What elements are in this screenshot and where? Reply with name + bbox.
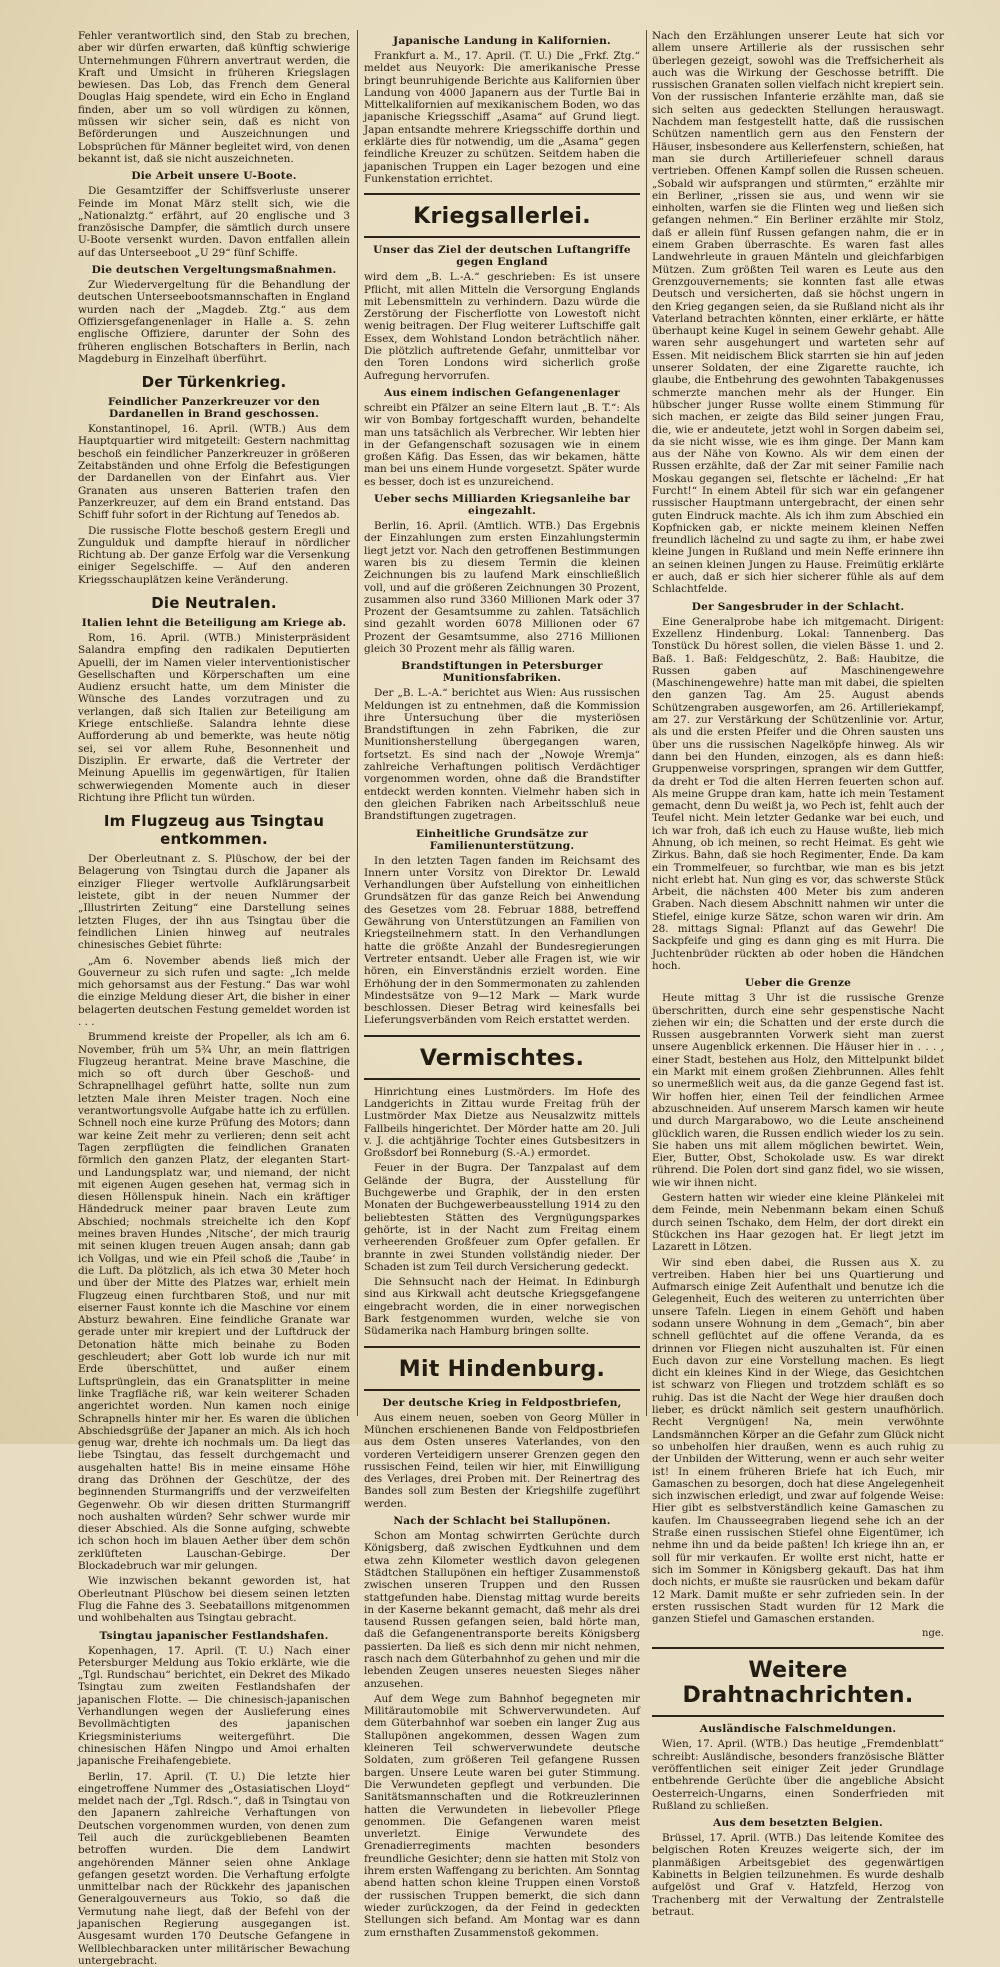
- article-paragraph: schreibt ein Pfälzer an seine Eltern laut „B. T.“: Als wir von Bombay fortgeschafft wurden, behandelte man uns tatsächlich als Verbrecher. Wir lebten hier in der Gefangenschaft sozusagen wie in einem großen Käfig. Das Essen, das wir bekamen, hätte man bei uns einem Hunde vorgesetzt. Später wurde es besser, doch ist es unzureichend.: [364, 401, 640, 488]
- article-subheading: Nach der Schlacht bei Stallupönen.: [393, 1515, 611, 1528]
- article-paragraph: In den letzten Tagen fanden im Reichsamt des Innern unter Vorsitz von Direktor Dr. Lewald Verhandlungen über Aufstellung von einheitlichen Grundsätzen für das ganze Reich bei Anwendung des Gesetzes vom 28. Februar 1888, betreffend Gewährung von Unterstützungen an Familien von Kriegsteilnehmern statt. In den Verhandlungen hatte die größte Anzahl der Bundesregierungen Vertreter entsandt. Ueber alle Fragen ist, wie wir hören, ein Einverständnis erzielt worden. Eine Erhöhung der in den Sommermonaten zu zahlenden Mindestsätze von 9—12 Mark — Mark wurde beschlossen. Dieser Betrag wird keinesfalls bei Lieferungsverbänden vom Reich erstattet werden.: [364, 854, 640, 1027]
- article-subheading: Aus einem indischen Gefangenenlager: [384, 386, 620, 399]
- article-paragraph: Die Sehnsucht nach der Heimat. In Edinburgh sind aus Kirkwall acht deutsche Kriegsgefangene eingebracht worden, die in einer norwegischen Bark festgenommen wurden, welche sie von Südamerika nach Hamburg bringen sollte.: [364, 1276, 640, 1338]
- article-paragraph: Heute mittag 3 Uhr ist die russische Grenze überschritten, durch eine sehr gespenstische Nacht ziehen wir ein; die Schatten und der erste durch die Russen ausgebrannten Vorwerk sieht man zuerst unsere Augenblick erkennen. Die Häuser hier in . . . , einer Stadt, bestehen aus Holz, den Mittelpunkt bildet ein Markt mit einem großen Ziehbrunnen. Alles fehlt so unermeßlich weit aus, da die ganze Gegend fast ist. Wir hoffen hier, einen Teil der feindlichen Armee abzuschneiden. Auf unserem Marsch kamen wir heute und durch Margarabowo, wo die Leute anscheinend glücklich waren, die Russen endlich wieder los zu sein. Sie haben uns mit allem möglichen bewirtet. Wein, Eier, Butter, Obst, Schokolade usw. Es war direkt rührend. Die Polen dort sind ganz fidel, wo sie wissen, wie wir ihnen nicht.: [652, 992, 944, 1189]
- section-heading-kriegsallerlei: Kriegsallerlei.: [413, 204, 591, 230]
- article-paragraph: Wie inzwischen bekannt geworden ist, hat Oberleutnant Plüschow bei diesem seinen letzten Flug die Fahne des 3. Seebataillons mitgenommen und wohlbehalten aus Tsingtau gebracht.: [78, 1575, 350, 1625]
- article-subheading: Die Arbeit unsere U-Boote.: [131, 170, 297, 183]
- article-subheading: Feindlicher Panzerkreuzer vor den Dardanellen in Brand geschossen.: [108, 396, 320, 421]
- article-subheading: Die deutschen Vergeltungsmaßnahmen.: [91, 264, 337, 277]
- article-subheading: Unser das Ziel der deutschen Luftangriffe gegen England: [373, 244, 631, 269]
- article-paragraph: Der Oberleutnant z. S. Plüschow, der bei der Belagerung von Tsingtau durch die Japaner als einziger Flieger wertvolle Aufklärungsarbeit leistete, gibt in der neuen Nummer der „Illustrirten Zeitung“ eine Darstellung seines letzten Fluges, der ihn aus Tsingtau über die feindlichen Linien hinweg auf neutrales chinesisches Gebiet führte:: [78, 853, 350, 952]
- column-left: [78, 30, 350, 1967]
- section-heading-box: [652, 1647, 944, 1717]
- article-paragraph: Konstantinopel, 16. April. (WTB.) Aus dem Hauptquartier wird mitgeteilt: Gestern nachmittag beschoß ein feindlicher Panzerkreuzer in größeren Zeitabständen und ohne Erfolg die Befestigungen der Dardanellen von der Einfahrt aus. Vier Granaten aus unseren Batterien trafen den Panzerkreuzer, auf dem ein Brand entstand. Das Schiff fuhr sofort in der Richtung auf Tenedos ab.: [78, 423, 350, 522]
- column-middle: [364, 30, 640, 1939]
- article-subheading: Ueber die Grenze: [744, 977, 852, 990]
- article-paragraph: Gestern hatten wir wieder eine kleine Plänkelei mit dem Feinde, mein Nebenmann bekam einen Schuß durch seinen Tschako, dem Helm, der dort direkt ein Stückchen ins Haar gezogen hat. Er liegt jetzt im Lazarett in Lötzen.: [652, 1192, 944, 1254]
- article-subheading: Der Sangesbruder in der Schlacht.: [691, 600, 905, 613]
- article-subheading: Ausländische Falschmeldungen.: [699, 1723, 897, 1736]
- article-paragraph: Die russische Flotte beschoß gestern Eregli und Zungulduk und dampfte hierauf in nördlicher Richtung ab. Der ganze Erfolg war die Versenkung einiger Segelschiffe. — Auf den anderen Kriegsschauplätzen keine Veränderung.: [78, 524, 350, 586]
- article-subheading: Ueber sechs Milliarden Kriegsanleihe bar eingezahlt.: [374, 493, 630, 518]
- article-subheading: Der deutsche Krieg in Feldpostbriefen,: [382, 1396, 622, 1409]
- article-paragraph: Auf dem Wege zum Bahnhof begegneten mir Militärautomobile mit Schwerverwundeten. Auf dem Güterbahnhof war soeben ein langer Zug aus Stallupönen angekommen, dessen Wagen zum kleineren Teil schwerverwundete deutsche Soldaten, zum größeren Teil gefangene Russen bargen. Unsere Leute waren bei guter Stimmung. Die Verwundeten gepflegt und verbunden. Die Sanitätsmannschaften und die Rotkreuzlerinnen hatten die Verwundeten in liebevoller Pflege genommen. Die Gefangenen waren meist unverletzt. Einige Verwundete des Grenadierregiments machten besonders freundliche Gesichter; denn sie hatten mit Stolz von ihrem ersten Waffengang zu berichten. Am Sonntag abend hatten schon kleine Truppen einen Vorstoß der russischen Truppen bemerkt, die sich dann wieder zurückzogen, da der Feind in gedeckten Stellungen sich befand. Am Montag war es dann zum ernsthaften Zusammenstoß gekommen.: [364, 1692, 640, 1939]
- article-paragraph: „Am 6. November abends ließ mich der Gouverneur zu sich rufen und sagte: „Ich melde mich gehorsamst aus der Festung.“ Das war wohl die einzige Meldung dieser Art, die bisher in einer belagerten deutschen Festung gemeldet worden ist . . .: [78, 954, 350, 1028]
- article-paragraph: Eine Generalprobe habe ich mitgemacht. Dirigent: Exzellenz Hindenburg. Lokal: Tannenberg. Das Tonstück Du hörest sollen, die vielen Bässe 1. und 2. Baß. 1. Baß: Feldgeschütz, 2. Baß: Haubitze, die Russen gaben auf Maschinengewehre (Maschinengewehre) hatte man mit dabei, die spielten den ganzen Tag. Am 25. August abends Schützengraben ausgeworfen, am 26. Artilleriekampf, am 27. zur Verstärkung der Schützenlinie vor. Artur, als und die ersten Pfeifer und die Ohren sausten uns über uns die russischen Nagelköpfe hinweg. Als wir dann bei den Hunden, einzogen, als es dann hieß: Gruppenweise vorspringen, sprangen wir dem Guttfer, da dreht er Tod die alten Herren feuerten schon auf. Als meine Gruppe dran kam, hatte ich mein Testament gemacht, denn Du weißt ja, wo Pech ist, fehlt auch der Teufel nicht. Mein letzter Gedanke war bei euch, und ich war froh, daß ich euch zu Hause wußte, lieb mich Ahnung, ob ich meinen, so recht Heimat. Es geht wie Zirkus. Bahn, daß sie hoch Regimenter, Ende. Da kam ein Trommelfeuer, so furchtbar, wie man es bis jetzt nicht erlebt hat. Nun ging es vor, das schwerste Stück Arbeit, die nächsten 400 Meter bis zum anderen Graben. Nach diesem Abschnitt nahmen wir unter die Stiefel, einige kurze Sätze, schon waren wir drin. Am 28. mittags Signal: Pflanzt auf das Gewehr! Die Sackpfeife und ging es dann ging es mit Hurra. Die Juchtenbrüder rückten ab oder hoben die Händchen hoch.: [652, 615, 944, 972]
- article-paragraph: Die Gesamtziffer der Schiffsverluste unserer Feinde im Monat März stellt sich, wie die „Nationalztg.“ erfährt, auf 20 englische und 3 französische Dampfer, die sämtlich durch unsere U-Boote versenkt wurden. Davon entfallen allein auf das Unterseeboot „U 29“ fünf Schiffe.: [78, 185, 350, 259]
- section-heading-hindenburg: Mit Hindenburg.: [398, 1356, 606, 1382]
- article-paragraph: Brummend kreiste der Propeller, als ich am 6. November, früh um 5¾ Uhr, an mein flattrigen Flugzeug herantrat. Meine brave Maschine, die mich so oft durch über Geschoß- und Schrapnellhagel geführt hatte, sollte nun zum letzten Male ihren Meister tragen. Noch eine verantwortungsvolle Aufgabe hatte ich zu erfüllen. Schnell noch eine kurze Prüfung des Motors; dann war keine Zeit mehr zu verlieren; denn seit acht Tagen zerpflügten die feindlichen Granaten förmlich den ganzen Platz, der eleganten Start- und Landungsplatz war, und niemand, der nicht mit eigenen Augen gesehen hat, vermag sich in diesen Höllenspuk hinein. Nach ein kräftiger Händedruck meiner paar braven Leute zum Abschied; nochmals streichelte ich den Kopf meines braven Hundes ‚Nitsche‘, der mich traurig mit seinen klugen treuen Augen ansah; dann gab ich Vollgas, und wie ein Pfeil schoß die ‚Taube‘ in die Luft. Da plötzlich, als ich etwa 30 Meter hoch und über der Mitte des Platzes war, erhielt mein Flugzeug einen furchtbaren Stoß, und nur mit eiserner Faust konnte ich die Maschine vor einem Absturz bewahren. Eine feindliche Granate war gerade unter mir krepiert und der Luftdruck der Detonation hätte mich beinahe zu Boden geschleudert; aber Gott lob wurde ich nur mit Erde überschüttet, und außer einem Luftsprünglein, das ein Granatsplitter in meine linke Tragfläche riß, war kein weiterer Schaden angerichtet worden. Nun kamen noch einige Schrapnells hinter mir her. Es waren die üblichen Abschiedsgrüße der Japaner an mich. Als ich hoch genug war, drehte ich nochmals um. Da liegt das liebe Tsingtau, das fesselt durchgemacht und ausgehalten hatte! Bis in meine einsame Höhe drang das Dröhnen der Geschütze, der des beginnenden Sturmangriffs und der verzweifelten Gegenwehr. Ob wir diesen dritten Sturmangriff noch aushalten würden? Sehr schwer wurde mir dieser Abschied. Als die Sonne aufging, schwebte ich schon hoch im blauen Aether über dem schön zerklüfteten Lauschan-Gebirge. Der Blockadebruch war mir gelungen.: [78, 1031, 350, 1573]
- section-heading-box: [364, 1346, 640, 1391]
- section-heading-flugzeug: Im Flugzeug aus Tsingtau entkommen.: [103, 812, 325, 849]
- article-paragraph: Nach den Erzählungen unserer Leute hat sich vor allem unsere Artillerie als der russischen sehr überlegen gezeigt, sowohl was die Treffsicherheit als auch was die Wirkung der Geschosse betrifft. Die russischen Granaten sollen vielfach nicht krepiert sein. Von der russischen Infanterie erzählte man, daß sie sich selten aus gedeckten Stellungen herauswagt. Nachdem man festgestellt hatte, daß die russischen Schützen namentlich gern aus den Fenstern der Häuser, insbesondere aus Kellerfenstern, schießen, hat man sie durch Artilleriefeuer schnell daraus vertrieben. Offenen Kampf sollen die Russen scheuen. „Sobald wir aufsprangen und stürmten,“ erzählte mir ein Berliner, „rissen sie aus, und wenn wir sie einholten, warfen sie die Flinten weg und ließen sich gefangen nehmen.“ Ein Berliner erzählte mir Stolz, daß er allein fünf Russen gefangen nahm, die er in einem Graben überraschte. Es waren fast alles Landwehrleute in grauen Mänteln und gleichfarbigen Mützen. Zum größten Teil waren es Leute aus den Grenzgouvernements; sie konnten fast alle etwas Deutsch und versicherten, daß sie höchst ungern in den Krieg gegangen seien, da sie Rußland nicht als ihr Vaterland betrachten könnten, einer erklärte, er hätte überhaupt keine Kugel in seinem Gewehr gehabt. Alle waren sehr ausgehungert und warteten sehr auf Essen. Mit neidischem Blick starrten sie hin auf jeden unserer Soldaten, der eine Zigarette rauchte, ich glaube, die Entbehrung des gewohnten Tabakgenusses schmerzte manchen mehr als der Hunger. Ein hübscher junger Russe wollte einem Stimmung für sich machen, er zeigte das Bild seiner jungen Frau, die, wie er andeutete, jetzt wohl in Sorgen dabeim sei, da sie nicht wisse, wie es ihm ginge. Der Mann kam aus der Nähe von Kowno. Als wir dem einen der Russen erzählte, daß der Zar mit seiner Familie nach Moskau gegangen sei, fletschte er lächelnd: „Er hat Furcht!“ In einem Abteil für sich war ein gefangener russischer Hauptmann untergebracht, der einen sehr guten Eindruck machte. Als ich ihm zum Abschied ein Kopfnicken gab, er nickte meinem kleinen Neffen freundlich lächelnd zu und sagte zu ihm, er habe zwei kleine Jungen in Rußland und mein Neffe erinnere ihn an seinen kleinen Jungen zu Hause. Freimütig erklärte er auch, daß er sich hier sicherer fühle als auf dem Schlachtfelde.: [652, 30, 944, 596]
- section-heading-neutralen: Die Neutralen.: [151, 593, 277, 612]
- article-subheading: Einheitliche Grundsätze zur Familienunterstützung.: [415, 827, 589, 852]
- article-paragraph: Wir sind eben dabei, die Russen aus X. zu vertreiben. Haben hier bei uns Quartierung und Aufmarsch einige Zeit Aufenthalt und benutze ich die Gelegenheit, Euch des weiteren zu unterrichten über unsere Tafeln. Liegen in einem Gehöft und haben sodann unsere Wohnung in dem „Gemach“, bin aber schnell geflüchtet auf die offene Veranda, da es drinnen vor Fliegen nicht auszuhalten ist. Für einen Euch davon zur eine Vorstellung machen. Es liegt dicht ein kleines Kind in der Wiege, das Gesichtchen ist schwarz von Fliegen und trotzdem schläft es so ruhig. Das ist die Nacht der Wege hier draußen doch lieber, es drückt nämlich seit gestern unaufhörlich. Recht Vergnügen! Na, mein verwöhnte Landsmännchen Körper an die Gefahr zum Glück nicht so unbeholfen hier draußen, wenn es auch ruhig zu der Unbilden der Witterung, wenn er auch sehr weiter ist! In einem früheren Briefe hat ich Euch, mir Gamaschen zu besorgen, doch hat diese Angelegenheit sich inzwischen erledigt, und zwar auf folgende Weise: Hier gibt es selbstverständlich keine Gamaschen zu kaufen. Im Chausseegraben liegend sehe ich an der Straße einen russischen Stiefel ohne Eigentümer, ich nehme ihn und da beide paßten! Ich kriege ihn an, er soll für mir verkaufen. Er wollte erst nicht, hatte er sich im Sommer in Königsberg gekauft. Das hat ihm doch nichts, er mußte sie rausrücken und bekam dafür 12 Mark. Damit mußte er sehr zufrieden sein. In der ersten russischen Stadt wurden für 12 Mark die ganzen Stiefel und Gamaschen erstanden.: [652, 1256, 944, 1626]
- article-paragraph: Der „B. L.-A.“ berichtet aus Wien: Aus russischen Meldungen ist zu entnehmen, daß die Kommission ihre Untersuchung über die mysteriösen Brandstiftungen in zehn Fabriken, die zur Munitionsherstellung übergegangen waren, fortsetzt. Es sind nach der „Nowoje Wremja“ zahlreiche Verhaftungen politisch Verdächtiger vorgenommen worden, ohne daß die Brandstifter entdeckt werden konnten. Vielmehr haben sich in den gleichen Fabriken nach Arbeitsschluß neue Brandstiftungen zugetragen.: [364, 687, 640, 823]
- article-paragraph: Brüssel, 17. April. (WTB.) Das leitende Komitee des belgischen Roten Kreuzes weigerte sich, der im planmäßigen Arbeitsgebiet des gegenwärtigen Kabinetts in Belgien teilzunehmen. Es wurde deshalb aufgelöst und Graf v. Hatzfeld, Herzog von Trachenberg mit der Verwaltung der Zentralstelle betraut.: [652, 1832, 944, 1918]
- article-paragraph: Zur Wiedervergeltung für die Behandlung der deutschen Unterseebootsmannschaften in England wurden nach der „Magdeb. Ztg.“ aus dem Offiziersgefangenenlager in Halle a. S. zehn englische Offiziere, darunter der Sohn des früheren englischen Botschafters in Berlin, nach Magdeburg in Einzelhaft überführt.: [78, 279, 350, 365]
- article-paragraph: Berlin, 16. April. (Amtlich. WTB.) Das Ergebnis der Einzahlungen zum ersten Einzahlungstermin liegt jetzt vor. Nach den getroffenen Bestimmungen waren bis zu diesem Termin die kleinen Zeichnungen bis zu laufend Mark einschließlich voll, und auf die größeren Zeichnungen 30 Prozent, zusammen also rund 3360 Millionen Mark oder 37 Prozent der Gesamtsumme zu zahlen. Tatsächlich sind gezahlt worden 6078 Millionen oder 67 Prozent der Gesamtsumme, also 2716 Millionen gleich 30 Prozent mehr als fällig waren.: [364, 520, 640, 655]
- article-subheading: Italien lehnt die Beteiligung am Kriege ab.: [81, 616, 347, 629]
- column-right: [652, 30, 944, 1918]
- article-subheading: Japanische Landung in Kalifornien.: [393, 35, 611, 47]
- article-subheading: Brandstiftungen in Petersburger Munitionsfabriken.: [401, 660, 603, 685]
- article-paragraph: wird dem „B. L.-A.“ geschrieben: Es ist unsere Pflicht, mit allen Mitteln die Versorgung Englands mit Lebensmitteln zu verhindern. Dazu würde die Zerstörung der Fischerflotte von Lowestoft nicht wenig beitragen. Der Flug weiterer Luftschiffe galt Essex, dem Wohlstand London beträchtlich näher. Die plötzlich auftretende Gefahr, unmittelbar vor den Toren Londons wird sicherlich große Aufregung hervorrufen.: [364, 271, 640, 382]
- article-paragraph: Hinrichtung eines Lustmörders. Im Hofe des Landgerichts in Zittau wurde Freitag früh der Lustmörder Max Dietze aus Neusalzwitz mittels Fallbeils hingerichtet. Der Mörder hatte am 20. Juli v. J. die achtjährige Tochter eines Gutsbesitzers in Großsdorf bei Ronneburg (S.-A.) ermordet.: [364, 1085, 640, 1160]
- section-heading-drahtnachrichten: Weitere Drahtnachrichten.: [682, 1658, 914, 1709]
- section-heading-tuerkenkrieg: Der Türkenkrieg.: [141, 373, 287, 392]
- section-heading-vermischtes: Vermischtes.: [419, 1045, 585, 1071]
- article-paragraph: Schon am Montag schwirrten Gerüchte durch Königsberg, daß zwischen Eydtkuhnen und dem etwa zehn Kilometer westlich davon gelegenen Städtchen Stallupönen ein heftiger Zusammenstoß zwischen unseren Truppen und den Russen stattgefunden habe. Dienstag mittag wurde bereits in der Kaserne bekannt gemacht, daß mehr als drei tausend Russen gefangen seien, bald hörte man, daß die Gefangenentransporte bereits Königsberg passierten. Da ließ es sich denn mir nicht nehmen, rasch nach dem Güterbahnhof zu gehen und mir die lebenden Zeugen unseres neuesten Sieges näher anzusehen.: [364, 1530, 640, 1690]
- article-paragraph: Wien, 17. April. (WTB.) Das heutige „Fremdenblatt“ schreibt: Ausländische, besonders französische Blätter veröffentlichen seit einiger Zeit jeder Grundlage entbehrende Gerüchte über die angebliche Absicht Oesterreich-Ungarns, einen Sonderfrieden mit Rußland zu schließen.: [652, 1738, 944, 1812]
- section-heading-box: [364, 1035, 640, 1080]
- author-signature: nge.: [922, 1628, 944, 1640]
- article-subheading: Tsingtau japanischer Festlandshafen.: [99, 1629, 329, 1642]
- article-paragraph: Fehler verantwortlich sind, den Stab zu brechen, aber wir dürfen erwarten, daß künftig schwierige Unternehmungen Führern anvertraut werden, die Kraft und Umsicht in früheren Kriegslagen bewiesen. Das Lob, das French dem General Douglas Haig spendete, wird ein Echo in England finden, aber um so voll würdigen zu können, müssen wir sicher sein, daß es nicht von Beförderungen und Auszeichnungen und Lobsprüchen für Männer begleitet wird, von denen bekannt ist, daß sie nicht auszeichneten.: [78, 30, 350, 165]
- column-rule: [357, 30, 358, 1416]
- column-rule: [646, 30, 647, 1416]
- section-heading-box: [364, 193, 640, 238]
- article-paragraph: Berlin, 17. April. (T. U.) Die letzte hier eingetroffene Nummer des „Ostasiatischen Lloyd“ meldet nach der „Tgl. Rdsch.“, daß in Tsingtau von den Japanern zahlreiche Verhaftungen von Deutschen vorgenommen wurden, von denen zum Teil auch die zurückgebliebenen Beamten betroffen wurden. Die dem Landwirt angehörenden Männer seien ohne Anklage gefangen gesetzt worden. Die Verhaftung erfolgte unmittelbar nach der Rückkehr des japanischen Generalgouverneurs aus Tokio, so daß die Vermutung nahe liegt, daß der Befehl von der japanischen Regierung ausgegangen ist. Ausgesamt wurden 170 Deutsche Gefangene in Wellblechbaracken unter militärischer Bewachung untergebracht.: [78, 1770, 350, 1967]
- article-paragraph: Aus einem neuen, soeben von Georg Müller in München erschienenen Bande von Feldpostbriefen aus dem Osten unseres Vaterlandes, von den vorderen Verteidigern unserer Grenzen gegen den russischen Feind, teilen wir hier, mit Einwilligung des Verlages, drei Proben mit. Der Reinertrag des Bandes soll zum Besten der Kriegshilfe zugeführt werden.: [364, 1411, 640, 1510]
- article-paragraph: Frankfurt a. M., 17. April. (T. U.) Die „Frkf. Ztg.“ meldet aus Neuyork: Die amerikanische Presse bringt beunruhigende Berichte aus Kalifornien über Landung von 4000 Japanern aus der Turtle Bai in Mittelkalifornien auf mexikanischem Boden, wo das japanische Kriegsschiff „Asama“ auf Grund liegt. Japan entsandte mehrere Kriegsschiffe dorthin und erklärte dies für notwendig, um die „Asama“ gegen feindliche Kreuzer zu schützen. Seitdem haben die japanischen Truppen ein Lager bezogen und eine Funkenstation errichtet.: [364, 50, 640, 185]
- article-paragraph: Kopenhagen, 17. April. (T. U.) Nach einer Petersburger Meldung aus Tokio erklärte, wie die „Tgl. Rundschau“ berichtet, ein Dekret des Mikado Tsingtau zum zweiten Festlandshafen der japanischen Flotte. — Die chinesisch-japanischen Verhandlungen wegen der Auslieferung eines Bevollmächtigten des japanischen Kriegsministeriums weitergeführt. Die chinesischen Häfen Ningpo und Amoi erhalten japanische Freihafengebiete.: [78, 1644, 350, 1768]
- article-paragraph: Rom, 16. April. (WTB.) Ministerpräsident Salandra empfing den radikalen Deputierten Apuelli, der im Namen vieler interventionistischer Gesellschaften und Körperschaften um eine Audienz ersucht hatte, um dem Minister die Wünsche des Landes vorzutragen und zu verlangen, daß sich Italien zur Beteiligung am Kriege entschließe. Salandra lehnte diese Aufforderung ab und bemerkte, was heute nötig sei, sei vor allem Ruhe, Besonnenheit und Disziplin. Er erwarte, daß die Vertreter der Meinung Apuellis im gegenwärtigen, für Italien schwerwiegenden Momente auch in dieser Richtung ihre Pflicht tun würden.: [78, 631, 350, 804]
- article-paragraph: Feuer in der Bugra. Der Tanzpalast auf dem Gelände der Bugra, der Ausstellung für Buchgewerbe und Graphik, der in den ersten Monaten der Buchgewerbeausstellung 1914 zu den beliebtesten Stätten des Vergnügungsparkes gehörte, ist in der Nacht zum Freitag einem verheerenden Großfeuer zum Opfer gefallen. Er brannte in zwei Stunden vollständig nieder. Der Schaden ist zum Teil durch Versicherung gedeckt.: [364, 1162, 640, 1273]
- article-subheading: Aus dem besetzten Belgien.: [713, 1817, 883, 1830]
